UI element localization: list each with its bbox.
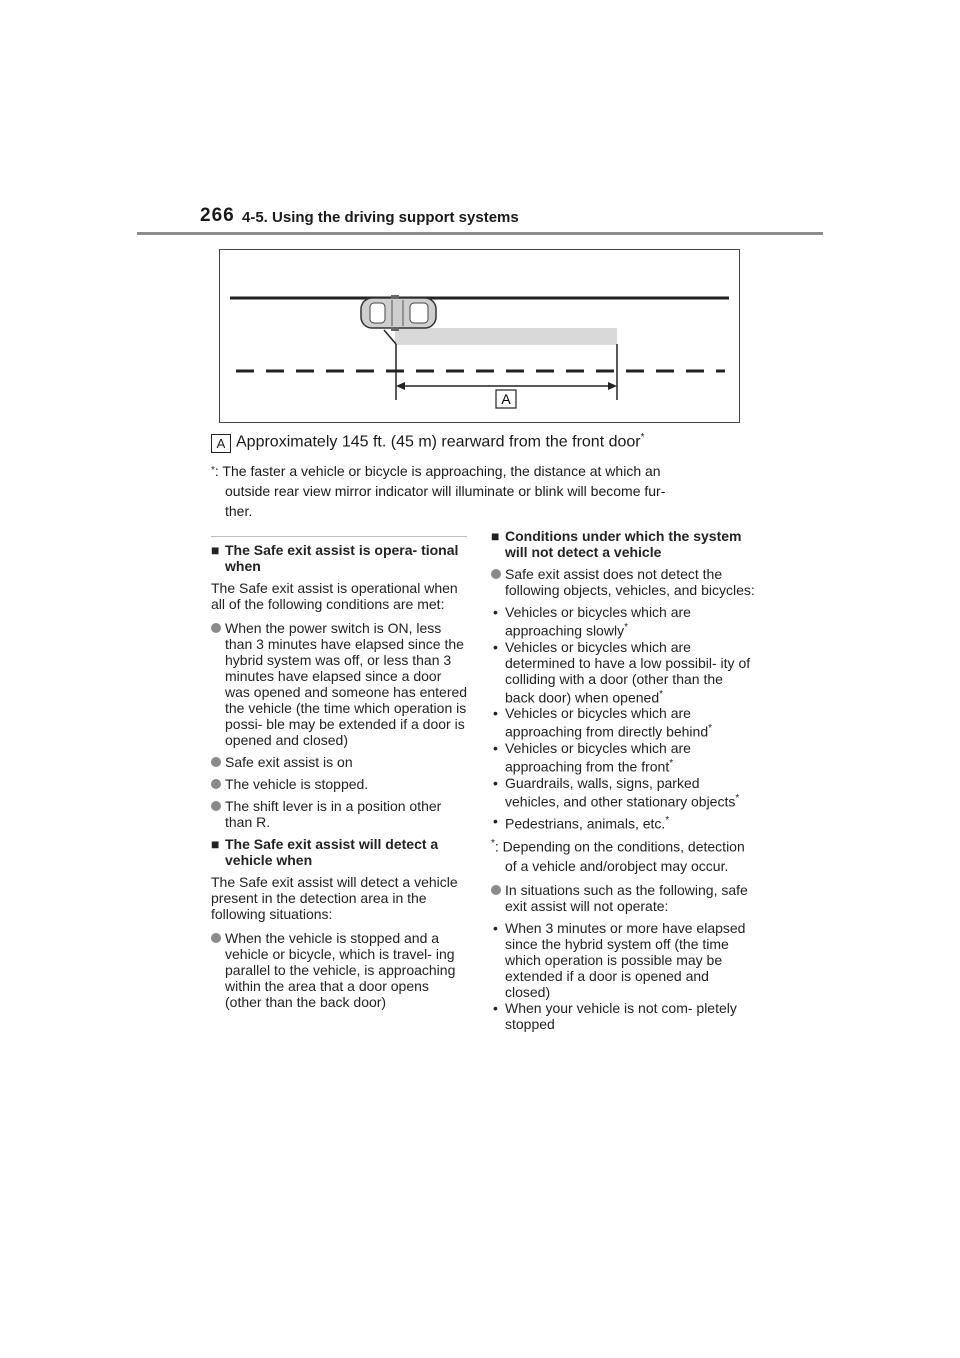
caption-text: Approximately 145 ft. (45 m) rearward from the front door [236, 433, 641, 451]
sub-list-item: • Vehicles or bicycles which are approaching from the front* [493, 739, 691, 775]
road-diagram [220, 250, 739, 422]
detection-area-figure [219, 249, 740, 423]
section-title: 4-5. Using the driving support systems [242, 209, 519, 226]
heading-detect: ■ The Safe exit assist will detect a vehicle when [211, 836, 439, 868]
sub-list-item: • Vehicles or bicycles which are determined to have a low possibil- ity of colliding with a door (other than the back door) when opened* [493, 638, 751, 706]
sub-list-item: • Vehicles or bicycles which are approaching from directly behind* [493, 705, 713, 740]
left-column [211, 542, 469, 1016]
figure-caption [211, 432, 645, 453]
sub-list-item: • Vehicles or bicycles which are approaching slowly* [493, 604, 691, 639]
paragraph: The Safe exit assist is operational when all of the following conditions are met: [211, 580, 458, 612]
detection-area [395, 328, 617, 345]
header-rule [137, 232, 823, 235]
list-item: Safe exit assist does not detect the following objects, vehicles, and bicycles: [491, 566, 756, 598]
list-item: When the power switch is ON, less than 3 minutes have elapsed since the hybrid system was off, or less than 3 minutes have elapsed since a door was opened and someone has entered the vehicle (the time which operation is possi- ble may be extended if a door is opened and closed) [211, 620, 469, 748]
page-number: 266 [200, 205, 235, 226]
list-item: When the vehicle is stopped and a vehicle or bicycle, which is travel- ing parallel to the vehicle, is approaching within the area that a door opens (other than the back door) [211, 930, 469, 1010]
sub-list-item: • When your vehicle is not com- pletely stopped [493, 999, 737, 1032]
sub-list-item: • Guardrails, walls, signs, parked vehicles, and other stationary objects* [493, 774, 740, 810]
caption-star: * [640, 432, 645, 443]
note: *: Depending on the conditions, detection of a vehicle and/orobject may occur. [491, 837, 745, 874]
list-item: The vehicle is stopped. [211, 776, 469, 792]
paragraph: The Safe exit assist will detect a vehicle present in the detection area in the following situations: [211, 874, 458, 922]
list-item: Safe exit assist is on [211, 754, 469, 770]
caption-marker: A [211, 434, 231, 453]
sub-list-item: • Pedestrians, animals, etc.* [493, 813, 670, 832]
heading-not-detect: ■ Conditions under which the system will not detect a vehicle [491, 528, 742, 560]
heading-operational: ■ The Safe exit assist is opera- tional when [211, 542, 459, 574]
list-item: In situations such as the following, safe exit assist will not operate: [491, 882, 756, 914]
list-item: The shift lever is in a position other than R. [211, 798, 469, 830]
column-rule [211, 536, 467, 537]
door-open-line [384, 330, 396, 344]
label-a: A [501, 391, 511, 407]
right-column [491, 528, 756, 1032]
figure-footnote: *: The faster a vehicle or bicycle is approaching, the distance at which an outside rear view mirror indicator will illuminate or blink will become fur- ther. [211, 463, 666, 519]
sub-list-item: • When 3 minutes or more have elapsed since the hybrid system off (the time which operation is possible may be extended if a door is opened and closed) [493, 919, 746, 1000]
car-icon [361, 295, 436, 331]
